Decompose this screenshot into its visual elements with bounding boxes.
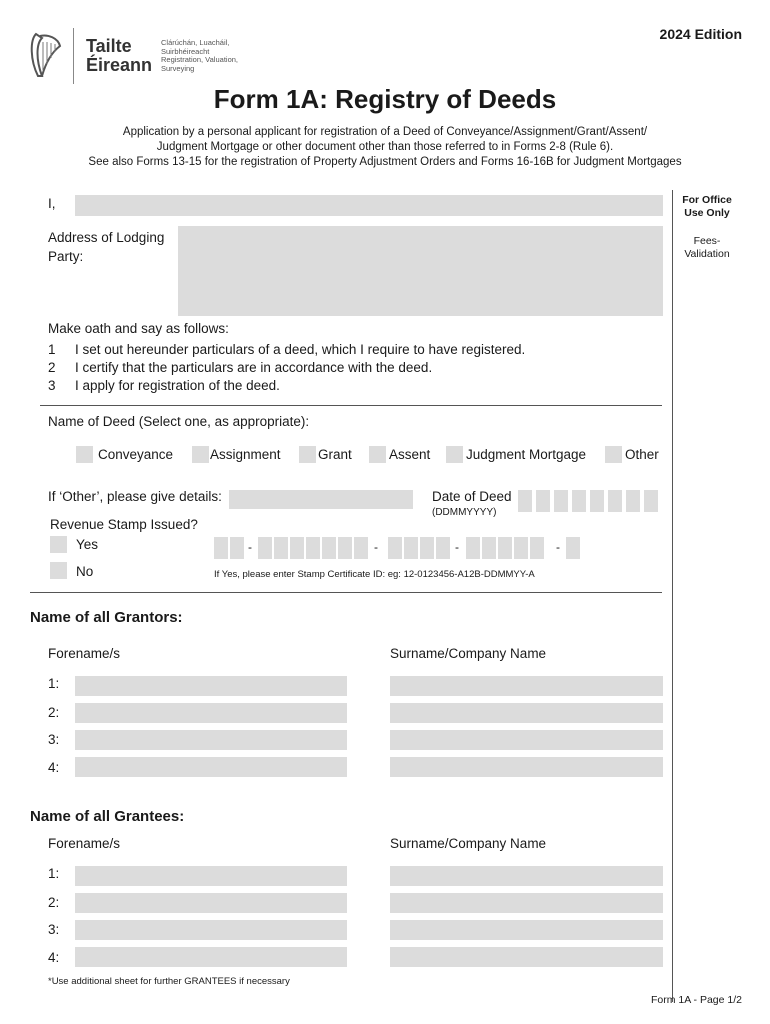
grantors-surname-header: Surname/Company Name xyxy=(390,646,547,661)
grantor-row-1-num: 1: xyxy=(48,676,60,691)
stamp-digit-9[interactable] xyxy=(354,537,368,559)
oath-item-2-text: I certify that the particulars are in accordance with the deed. xyxy=(75,360,433,375)
oath-item-3-num: 3 xyxy=(48,378,56,393)
date-digit-7[interactable] xyxy=(626,490,640,512)
address-label-line2: Party: xyxy=(48,249,84,264)
logo-divider xyxy=(73,28,74,84)
address-label-line1: Address of Lodging xyxy=(48,230,165,245)
tagline-line4: Surveying xyxy=(161,63,195,73)
stamp-digit-11[interactable] xyxy=(404,537,418,559)
conveyance-label: Conveyance xyxy=(98,447,174,462)
stamp-digit-1[interactable] xyxy=(214,537,228,559)
stamp-digit-7[interactable] xyxy=(322,537,336,559)
office-column-divider xyxy=(672,190,673,1002)
date-of-deed-label: Date of Deed xyxy=(432,489,512,504)
section-divider-2 xyxy=(30,592,662,593)
grantees-footnote: *Use additional sheet for further GRANTEES if necessary xyxy=(48,976,290,987)
grantee-3-forename-field[interactable] xyxy=(75,920,347,940)
office-title-line2: Use Only xyxy=(684,207,730,219)
harp-logo-icon xyxy=(28,30,64,80)
grantee-row-3-num: 3: xyxy=(48,922,60,937)
oath-intro: Make oath and say as follows: xyxy=(48,321,229,336)
stamp-digit-6[interactable] xyxy=(306,537,320,559)
stamp-digit-3[interactable] xyxy=(258,537,272,559)
other-details-field[interactable] xyxy=(229,490,413,509)
stamp-dash-4: - xyxy=(556,540,560,554)
stamp-digit-14[interactable] xyxy=(466,537,480,559)
assignment-checkbox[interactable] xyxy=(192,446,209,463)
stamp-dash-1: - xyxy=(248,540,252,554)
stamp-digit-2[interactable] xyxy=(230,537,244,559)
grantees-surname-header: Surname/Company Name xyxy=(390,836,547,851)
grantor-2-surname-field[interactable] xyxy=(390,703,663,723)
stamp-digit-19[interactable] xyxy=(566,537,580,559)
stamp-digit-13[interactable] xyxy=(436,537,450,559)
grantee-1-forename-field[interactable] xyxy=(75,866,347,886)
logo-wordmark xyxy=(86,37,152,75)
revenue-yes-label: Yes xyxy=(76,537,99,552)
stamp-dash-2: - xyxy=(374,540,378,554)
grantor-4-surname-field[interactable] xyxy=(390,757,663,777)
page-title: Form 1A: Registry of Deeds xyxy=(213,84,557,114)
page-number: Form 1A - Page 1/2 xyxy=(650,994,742,1006)
stamp-digit-12[interactable] xyxy=(420,537,434,559)
date-of-deed-input[interactable] xyxy=(518,490,664,512)
fees-line1: Fees- xyxy=(693,235,721,247)
edition-label: 2024 Edition xyxy=(659,26,742,42)
date-digit-4[interactable] xyxy=(572,490,586,512)
stamp-digit-18[interactable] xyxy=(530,537,544,559)
grantee-row-4-num: 4: xyxy=(48,950,60,965)
grantee-1-surname-field[interactable] xyxy=(390,866,663,886)
address-label xyxy=(48,228,164,266)
description-line2: Judgment Mortgage or other document other than those referred to in Forms 2-8 (Rule 6). xyxy=(156,141,614,153)
date-digit-5[interactable] xyxy=(590,490,604,512)
grantee-row-1-num: 1: xyxy=(48,866,60,881)
grantors-forename-header: Forename/s xyxy=(48,646,121,661)
office-title-line1: For Office xyxy=(682,194,732,206)
judgment-mortgage-label: Judgment Mortgage xyxy=(466,447,587,462)
oath-item-3-text: I apply for registration of the deed. xyxy=(75,378,280,393)
stamp-digit-15[interactable] xyxy=(482,537,496,559)
oath-item-1-num: 1 xyxy=(48,342,56,357)
grantor-1-surname-field[interactable] xyxy=(390,676,663,696)
date-digit-1[interactable] xyxy=(518,490,532,512)
grantees-heading: Name of all Grantees: xyxy=(30,808,185,825)
grantor-3-surname-field[interactable] xyxy=(390,730,663,750)
grantee-2-surname-field[interactable] xyxy=(390,893,663,913)
logo-tagline xyxy=(161,39,238,73)
stamp-dash-3: - xyxy=(455,540,459,554)
tagline-line2: Suirbhéireacht xyxy=(161,46,210,56)
stamp-digit-5[interactable] xyxy=(290,537,304,559)
grantee-4-surname-field[interactable] xyxy=(390,947,663,967)
revenue-no-checkbox[interactable] xyxy=(50,562,67,579)
stamp-certificate-input[interactable] xyxy=(214,537,584,563)
other-checkbox[interactable] xyxy=(605,446,622,463)
stamp-digit-16[interactable] xyxy=(498,537,512,559)
oath-item-1-text: I set out hereunder particulars of a deed, which I require to have registered. xyxy=(75,342,526,357)
grantor-1-forename-field[interactable] xyxy=(75,676,347,696)
grantee-row-2-num: 2: xyxy=(48,895,60,910)
tagline-line3: Registration, Valuation, xyxy=(161,55,238,64)
description-line3: See also Forms 13-15 for the registration of Property Adjustment Orders and Forms 16-16B for Judgment Mortgages xyxy=(88,156,682,168)
grantor-2-forename-field[interactable] xyxy=(75,703,347,723)
stamp-digit-8[interactable] xyxy=(338,537,352,559)
logo-line1: Tailte xyxy=(86,36,132,56)
section-divider-1 xyxy=(40,405,662,406)
assent-checkbox[interactable] xyxy=(369,446,386,463)
grant-checkbox[interactable] xyxy=(299,446,316,463)
grantee-3-surname-field[interactable] xyxy=(390,920,663,940)
description-line1: Application by a personal applicant for registration of a Deed of Conveyance/Assignment/Grant/Assent/ xyxy=(122,126,648,138)
stamp-digit-4[interactable] xyxy=(274,537,288,559)
grantor-3-forename-field[interactable] xyxy=(75,730,347,750)
grantor-4-forename-field[interactable] xyxy=(75,757,347,777)
address-field[interactable] xyxy=(178,226,663,316)
grantors-heading: Name of all Grantors: xyxy=(30,609,183,626)
grantor-row-2-num: 2: xyxy=(48,705,60,720)
judgment-mortgage-checkbox[interactable] xyxy=(446,446,463,463)
other-details-label: If ‘Other’, please give details: xyxy=(48,489,222,504)
grantor-row-4-num: 4: xyxy=(48,760,60,775)
office-use-title xyxy=(674,194,740,220)
grantees-forename-header: Forename/s xyxy=(48,836,121,851)
assent-label: Assent xyxy=(389,447,431,462)
applicant-name-field[interactable] xyxy=(75,195,663,216)
form-description xyxy=(0,125,770,170)
date-of-deed-hint: (DDMMYYYY) xyxy=(432,507,497,518)
date-digit-2[interactable] xyxy=(536,490,550,512)
revenue-yes-checkbox[interactable] xyxy=(50,536,67,553)
grantee-2-forename-field[interactable] xyxy=(75,893,347,913)
other-label: Other xyxy=(625,447,659,462)
fees-line2: Validation xyxy=(684,248,730,260)
tagline-line1: Clárúchán, Luacháil, xyxy=(161,38,230,47)
date-digit-6[interactable] xyxy=(608,490,622,512)
office-fees-label xyxy=(674,235,740,261)
date-digit-8[interactable] xyxy=(644,490,658,512)
applicant-i-label: I, xyxy=(48,196,56,211)
logo-line2: Éireann xyxy=(86,55,153,75)
stamp-digit-17[interactable] xyxy=(514,537,528,559)
revenue-stamp-label: Revenue Stamp Issued? xyxy=(50,517,198,532)
revenue-no-label: No xyxy=(76,564,94,579)
grantor-row-3-num: 3: xyxy=(48,732,60,747)
stamp-digit-10[interactable] xyxy=(388,537,402,559)
assignment-label: Assignment xyxy=(210,447,281,462)
grantee-4-forename-field[interactable] xyxy=(75,947,347,967)
oath-item-2-num: 2 xyxy=(48,360,56,375)
conveyance-checkbox[interactable] xyxy=(76,446,93,463)
grant-label: Grant xyxy=(318,447,352,462)
date-digit-3[interactable] xyxy=(554,490,568,512)
deed-type-label: Name of Deed (Select one, as appropriate): xyxy=(48,414,310,429)
stamp-certificate-hint: If Yes, please enter Stamp Certificate ID: eg: 12-0123456-A12B-DDMMYY-A xyxy=(214,569,535,580)
